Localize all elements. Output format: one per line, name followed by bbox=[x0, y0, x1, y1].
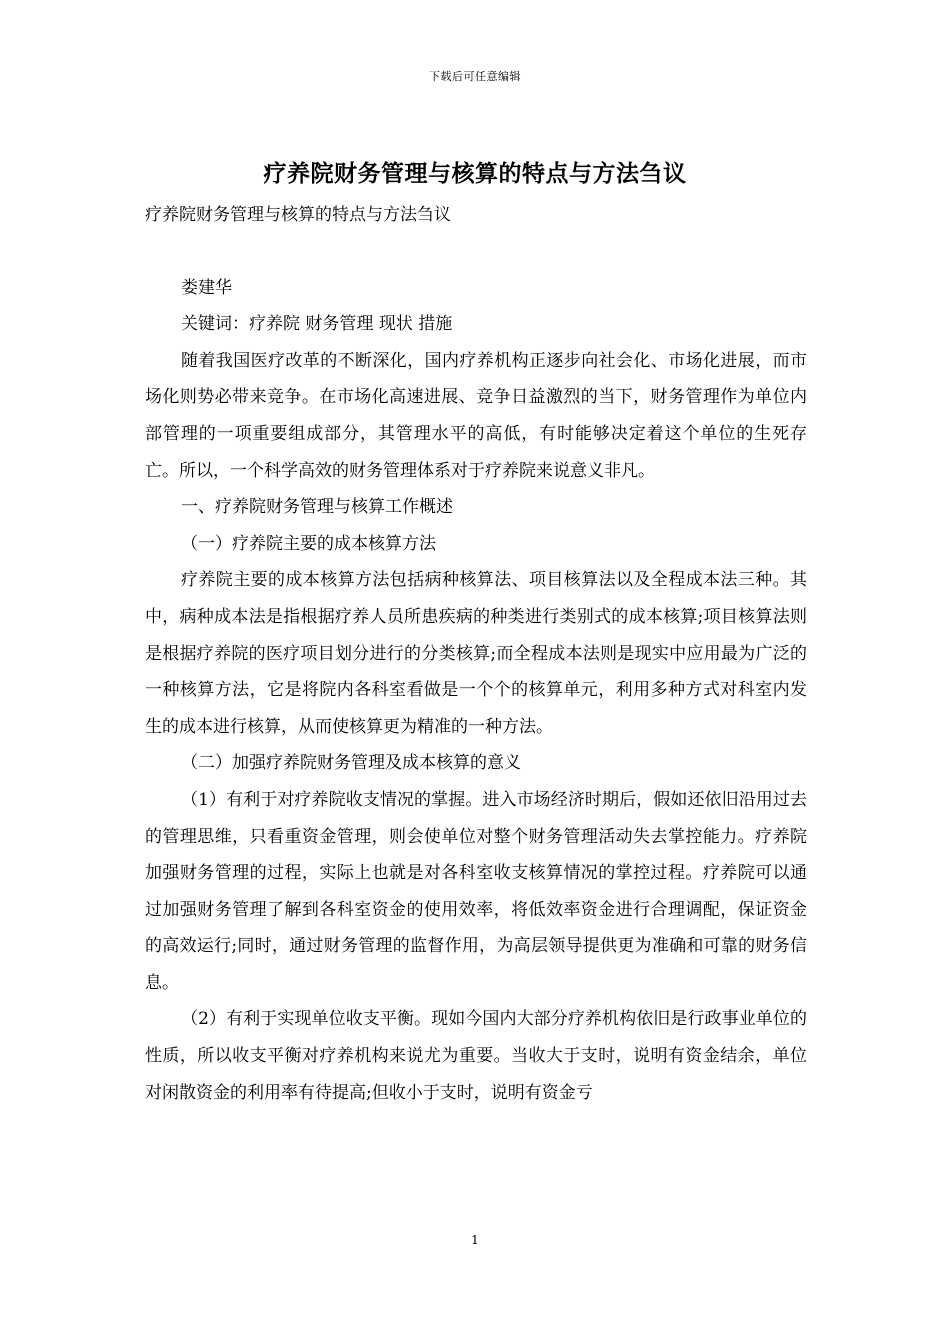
subsection-heading: （二）加强疗养院财务管理及成本核算的意义 bbox=[181, 753, 521, 774]
document-title: 疗养院财务管理与核算的特点与方法刍议 bbox=[263, 160, 687, 187]
document-subtitle: 疗养院财务管理与核算的特点与方法刍议 bbox=[145, 205, 451, 225]
blank-line bbox=[145, 234, 807, 270]
header-note: 下载后可任意编辑 bbox=[429, 70, 521, 83]
paragraph: 疗养院主要的成本核算方法包括病种核算法、项目核算法以及全程成本法三种。其中，病种成本法是指根据疗养人员所患疾病的种类进行类别式的成本核算;项目核算法则是根据疗养院的医疗项目划分进行的分类核算;而全程成本法则是现实中应用最为广泛的一种核算方法，它是将院内各科室看做是一个个的核算单元，利用多种方式对科室内发生的成本进行核算，从而使核算更为精准的一种方法。 bbox=[145, 570, 807, 737]
document-body bbox=[145, 197, 807, 1111]
section-heading: 一、疗养院财务管理与核算工作概述 bbox=[181, 497, 453, 518]
paragraph: （1）有利于对疗养院收支情况的掌握。进入市场经济时期后，假如还依旧沿用过去的管理思维，只看重资金管理，则会使单位对整个财务管理活动失去掌控能力。疗养院加强财务管理的过程，实际上也就是对各科室收支核算情况的掌控过程。疗养院可以通过加强财务管理了解到各科室资金的使用效率，将低效率资金进行合理调配，保证资金的高效运行;同时，通过财务管理的监督作用，为高层领导提供更为准确和可靠的财务信息。 bbox=[145, 789, 807, 993]
subsection-heading: （一）疗养院主要的成本核算方法 bbox=[181, 533, 436, 554]
author-name: 娄建华 bbox=[181, 277, 232, 298]
paragraph: （2）有利于实现单位收支平衡。现如今国内大部分疗养机构依旧是行政事业单位的性质，所以收支平衡对疗养机构来说尤为重要。当收大于支时，说明有资金结余，单位对闲散资金的利用率有待提高;但收小于支时，说明有资金亏 bbox=[145, 1009, 807, 1103]
keywords-line: 关键词：疗养院 财务管理 现状 措施 bbox=[181, 314, 453, 335]
paragraph: 随着我国医疗改革的不断深化，国内疗养机构正逐步向社会化、市场化进展，而市场化则势必带来竞争。在市场化高速进展、竞争日益激烈的当下，财务管理作为单位内部管理的一项重要组成部分，其管理水平的高低，有时能够决定着这个单位的生死存亡。所以，一个科学高效的财务管理体系对于疗养院来说意义非凡。 bbox=[145, 350, 807, 481]
page-number: 1 bbox=[471, 1233, 479, 1247]
